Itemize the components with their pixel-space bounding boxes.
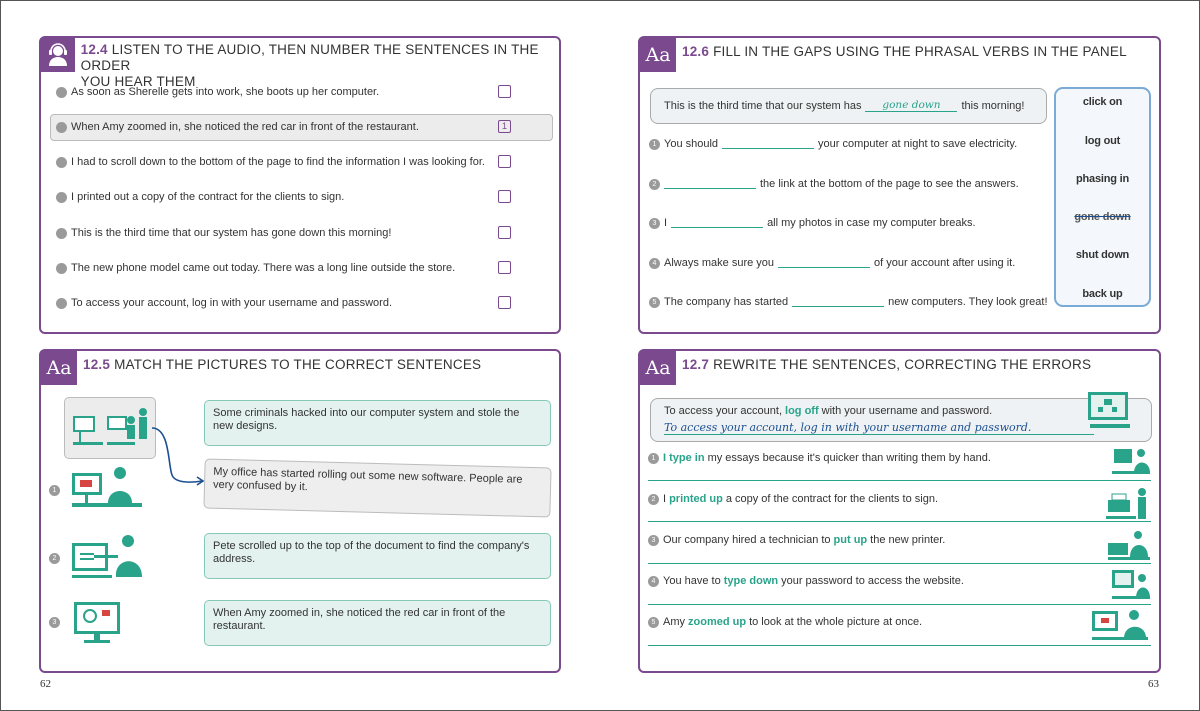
example-sentence [664, 99, 1024, 112]
item-after: the link at the bottom of the page to see the answers. [760, 178, 1019, 190]
item-error: type down [723, 575, 779, 587]
bullet-icon [56, 298, 67, 309]
exercise-title [81, 42, 559, 90]
answer-box[interactable]: 1 [498, 120, 511, 133]
exercise-header [41, 351, 481, 385]
gap-input[interactable] [778, 258, 870, 268]
answer-box[interactable] [498, 85, 511, 98]
gap-item [649, 296, 1048, 308]
exercise-number: 12.5 [83, 357, 111, 372]
bullet-icon [56, 87, 67, 98]
gap-input[interactable] [664, 179, 756, 189]
gap-item [649, 217, 976, 229]
gap-input[interactable] [671, 218, 763, 228]
number-badge: 5 [648, 617, 659, 628]
exercise-12-4-panel [39, 36, 561, 334]
example-after: with your username and password. [821, 405, 993, 417]
number-badge: 1 [49, 485, 60, 496]
word-option: click on [1082, 96, 1123, 108]
example-answer-text: To access your account, log in with your username and password. [664, 421, 1032, 434]
example-answer [664, 421, 1094, 435]
sentence-text: This is the third time that our system has gone down this morning! [71, 227, 392, 239]
bullet-icon [56, 263, 67, 274]
answer-box[interactable] [498, 190, 511, 203]
scrolling-user-picture [70, 533, 150, 586]
list-item [56, 262, 455, 274]
sentence-text: As soon as Sherelle gets into work, she boots up her computer. [71, 86, 380, 98]
sentence-text: Pete scrolled up to the top of the document to find the company's address. [213, 540, 530, 565]
example-answer: gone down [865, 99, 957, 112]
sentence-text: I printed out a copy of the contract for the clients to sign. [71, 191, 345, 203]
number-badge: 2 [648, 494, 659, 505]
bullet-icon [56, 192, 67, 203]
number-badge: 3 [49, 617, 60, 628]
item-after: all my photos in case my computer breaks. [767, 217, 976, 229]
listening-person-icon [41, 38, 75, 72]
list-item [56, 297, 392, 309]
item-before: Amy [663, 616, 685, 628]
vocabulary-tag: Aa [640, 38, 676, 72]
bullet-icon [56, 122, 67, 133]
list-item [56, 121, 419, 133]
number-badge: 4 [649, 258, 660, 269]
gap-input[interactable] [792, 297, 884, 307]
bullet-icon [56, 228, 67, 239]
item-after: the new printer. [870, 534, 946, 546]
list-item [56, 86, 379, 98]
example-before: To access your account, [664, 405, 783, 417]
title-text: REWRITE THE SENTENCES, CORRECTING THE ERRORS [713, 357, 1092, 372]
item-before: The company has started [664, 296, 789, 308]
exercise-header [640, 351, 1091, 385]
item-after: new computers. They look great! [888, 296, 1048, 308]
gap-item [649, 138, 1017, 150]
rewrite-item [648, 452, 991, 464]
item-after: of your account after using it. [874, 257, 1016, 269]
title-text: MATCH THE PICTURES TO THE CORRECT SENTENCES [114, 357, 482, 372]
page-number-left: 62 [40, 678, 51, 690]
answer-box[interactable] [498, 261, 511, 274]
item-error: zoomed up [688, 616, 747, 628]
printer-person-picture [1104, 486, 1152, 527]
exercise-title [682, 357, 1091, 373]
item-error: put up [833, 534, 868, 546]
bullet-icon [56, 157, 67, 168]
word-option: log out [1084, 135, 1121, 147]
zoom-person-picture [1090, 607, 1152, 650]
word-option: back up [1082, 288, 1123, 300]
item-after: to look at the whole picture at once. [749, 616, 923, 628]
answer-box[interactable] [498, 155, 511, 168]
gap-item [649, 257, 1015, 269]
exercise-title [83, 357, 481, 373]
gap-input[interactable] [722, 139, 814, 149]
typing-person-picture [1110, 445, 1152, 486]
word-option-used: gone down [1074, 211, 1131, 223]
item-after: your computer at night to save electricity. [818, 138, 1018, 150]
item-before: I [663, 493, 667, 505]
technician-picture [1106, 527, 1152, 568]
number-badge: 2 [649, 179, 660, 190]
number-badge: 4 [648, 576, 659, 587]
sentence-text: When Amy zoomed in, she noticed the red car in front of the restaurant. [213, 607, 506, 632]
computer-user-picture [70, 465, 145, 515]
answer-line[interactable] [648, 645, 1151, 646]
exercise-header [41, 38, 559, 90]
sentence-card [204, 400, 551, 446]
rewrite-item [648, 575, 964, 587]
word-option: shut down [1075, 249, 1130, 261]
sentence-text: My office has started rolling out some new software. People are very confused by it. [212, 465, 523, 494]
example-after: this morning! [961, 99, 1025, 112]
vocabulary-tag: Aa [41, 351, 77, 385]
number-badge: 5 [649, 297, 660, 308]
item-error: I type in [663, 452, 705, 464]
sentence-text: I had to scroll down to the bottom of the page to find the information I was looking for. [71, 156, 485, 168]
number-badge: 1 [649, 139, 660, 150]
item-before: Always make sure you [664, 257, 775, 269]
answer-line[interactable] [648, 521, 1151, 522]
answer-line[interactable] [648, 563, 1151, 564]
exercise-number: 12.7 [682, 357, 710, 372]
gap-item [649, 178, 1019, 190]
word-option: phasing in [1075, 173, 1129, 185]
number-badge: 3 [648, 535, 659, 546]
match-arrow-icon [150, 425, 210, 490]
word-panel [1054, 87, 1151, 307]
rewrite-item [648, 534, 945, 546]
sentence-text: When Amy zoomed in, she noticed the red car in front of the restaurant. [71, 121, 419, 133]
rewrite-item [648, 616, 922, 628]
number-badge: 1 [648, 453, 659, 464]
title-line-1: LISTEN TO THE AUDIO, THEN NUMBER THE SENTENCES IN THE ORDER [80, 42, 539, 73]
sentence-card [204, 600, 551, 646]
exercise-title [682, 44, 1127, 60]
sentence-card [204, 533, 551, 579]
exercise-number: 12.6 [682, 44, 710, 59]
item-after: a copy of the contract for the clients to sign. [725, 493, 939, 505]
item-before: Our company hired a technician to [663, 534, 831, 546]
item-before: You should [664, 138, 719, 150]
answer-box[interactable] [498, 226, 511, 239]
zoom-screen-picture [72, 600, 122, 650]
title-text: FILL IN THE GAPS USING THE PHRASAL VERBS IN THE PANEL [713, 44, 1127, 59]
exercise-number: 12.4 [80, 42, 108, 57]
sentence-text: To access your account, log in with your username and password. [71, 297, 392, 309]
example-before: This is the third time that our system has [664, 99, 862, 112]
item-after: my essays because it's quicker than writing them by hand. [707, 452, 991, 464]
number-badge: 2 [49, 553, 60, 564]
title-line-2: YOU HEAR THEM [80, 74, 196, 89]
item-error: printed up [669, 493, 723, 505]
exercise-header [640, 38, 1127, 72]
item-after: your password to access the website. [781, 575, 964, 587]
rewrite-item [648, 493, 938, 505]
item-before: I [664, 217, 668, 229]
example-error: log off [785, 405, 819, 417]
password-screen-picture [1110, 568, 1152, 609]
page-number-right: 63 [1148, 678, 1159, 690]
answer-line[interactable] [648, 480, 1151, 481]
example-picture [64, 397, 156, 459]
example-sentence [664, 405, 992, 417]
sentence-text: Some criminals hacked into our computer system and stole the new designs. [213, 407, 520, 432]
list-item [56, 227, 391, 239]
list-item [56, 191, 344, 203]
item-before: You have to [663, 575, 721, 587]
answer-line[interactable] [648, 604, 1151, 605]
sentence-text: The new phone model came out today. There was a long line outside the store. [71, 262, 456, 274]
list-item [56, 156, 485, 168]
answer-box[interactable] [498, 296, 511, 309]
vocabulary-tag: Aa [640, 351, 676, 385]
number-badge: 3 [649, 218, 660, 229]
sentence-card-example [203, 458, 551, 517]
computer-screen-picture [1086, 390, 1132, 437]
